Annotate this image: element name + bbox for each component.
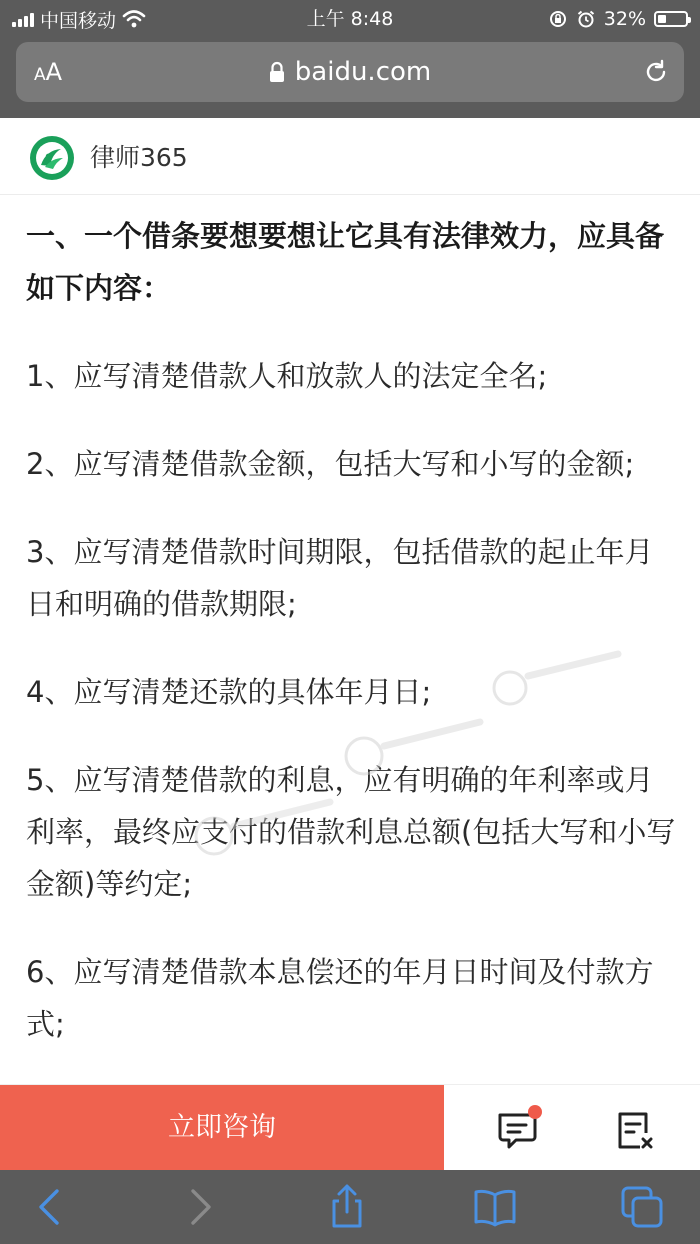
- site-header: [0, 118, 700, 195]
- battery-percent: 32%: [603, 8, 646, 30]
- safari-toolbar: [0, 1170, 700, 1244]
- clock: 上午 8:48: [306, 8, 394, 30]
- browser-chrome: [0, 38, 700, 118]
- back-icon[interactable]: [26, 1182, 76, 1232]
- share-icon[interactable]: [322, 1182, 372, 1232]
- list-item: 1、应写清楚借款人和放款人的法定全名;: [26, 359, 548, 393]
- battery-icon: [654, 11, 688, 27]
- message-button[interactable]: [490, 1105, 546, 1155]
- action-bar: [0, 1084, 700, 1171]
- reader-settings-button[interactable]: AA: [34, 58, 63, 86]
- url-display[interactable]: [16, 42, 684, 102]
- list-item: 4、应写清楚还款的具体年月日;: [26, 675, 432, 709]
- rotation-lock-icon: [548, 9, 568, 29]
- status-bar: [0, 0, 700, 38]
- battery-fill: [658, 15, 666, 23]
- tabs-icon[interactable]: [618, 1182, 668, 1232]
- site-logo-icon[interactable]: [30, 136, 74, 180]
- reload-icon[interactable]: [642, 58, 670, 86]
- article-heading: 一、一个借条要想要想让它具有法律效力，应具备如下内容：: [26, 219, 665, 305]
- site-name[interactable]: 律师365: [90, 143, 188, 172]
- wifi-icon: [122, 10, 146, 28]
- list-item: 2、应写清楚借款金额，包括大写和小写的金额;: [26, 447, 635, 481]
- unread-badge: [528, 1105, 542, 1119]
- list-item: 3、应写清楚借款时间期限，包括借款的起止年月日和明确的借款期限;: [26, 535, 654, 621]
- signal-icon: [12, 11, 34, 27]
- carrier-label: 中国移动: [40, 9, 117, 32]
- alarm-icon: [576, 9, 596, 29]
- lock-icon: [269, 61, 285, 83]
- status-right: [548, 0, 688, 38]
- list-item: 6、应写清楚借款本息偿还的年月日时间及付款方式;: [26, 955, 654, 1041]
- article-body: [26, 196, 676, 1050]
- address-bar[interactable]: [16, 42, 684, 102]
- url-text: baidu.com: [294, 57, 432, 87]
- bookmarks-icon[interactable]: [470, 1182, 520, 1232]
- close-document-button[interactable]: [606, 1105, 662, 1155]
- status-left: [12, 0, 146, 38]
- consult-button[interactable]: 立即咨询: [0, 1085, 444, 1171]
- forward-icon[interactable]: [174, 1182, 224, 1232]
- list-item: 5、应写清楚借款的利息，应有明确的年利率或月利率，最终应支付的借款利息总额(包括大写和小写金额)等约定;: [26, 763, 676, 901]
- document-close-icon: [610, 1109, 658, 1155]
